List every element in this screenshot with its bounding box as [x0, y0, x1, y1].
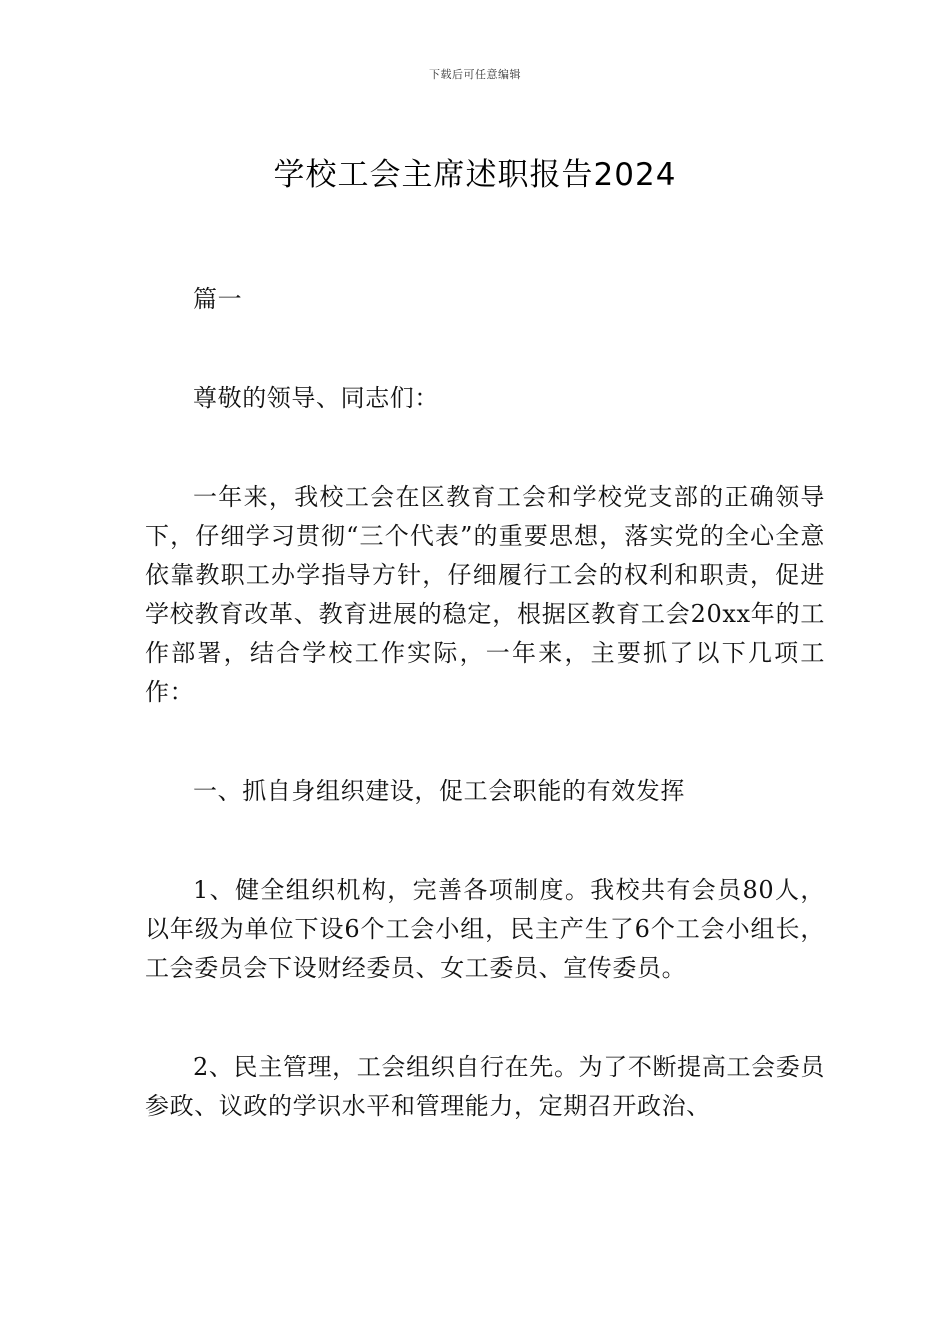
section-heading: 一、抓自身组织建设，促工会职能的有效发挥	[193, 777, 685, 805]
body-paragraph: 一年来，我校工会在区教育工会和学校党支部的正确领导下，仔细学习贯彻“三个代表”的重要思想，落实党的全心全意依靠教职工办学指导方针，仔细履行工会的权利和职责，促进学校教育改革、教育进展的稳定，根据区教育工会20xx年的工作部署，结合学校工作实际，一年来，主要抓了以下几项工作：	[145, 483, 825, 706]
salutation: 尊敬的领导、同志们：	[193, 384, 439, 412]
section-label: 篇一	[193, 285, 243, 313]
header-note: 下载后可任意编辑	[429, 68, 521, 81]
document-body	[145, 280, 825, 1186]
body-paragraph: 2、民主管理，工会组织自行在先。为了不断提高工会委员参政、议政的学识水平和管理能力，定期召开政治、	[145, 1053, 825, 1120]
body-paragraph: 1、健全组织机构，完善各项制度。我校共有会员80人，以年级为单位下设6个工会小组，民主产生了6个工会小组长，工会委员会下设财经委员、女工委员、宣传委员。	[145, 876, 825, 982]
document-title: 学校工会主席述职报告2024	[273, 156, 677, 193]
